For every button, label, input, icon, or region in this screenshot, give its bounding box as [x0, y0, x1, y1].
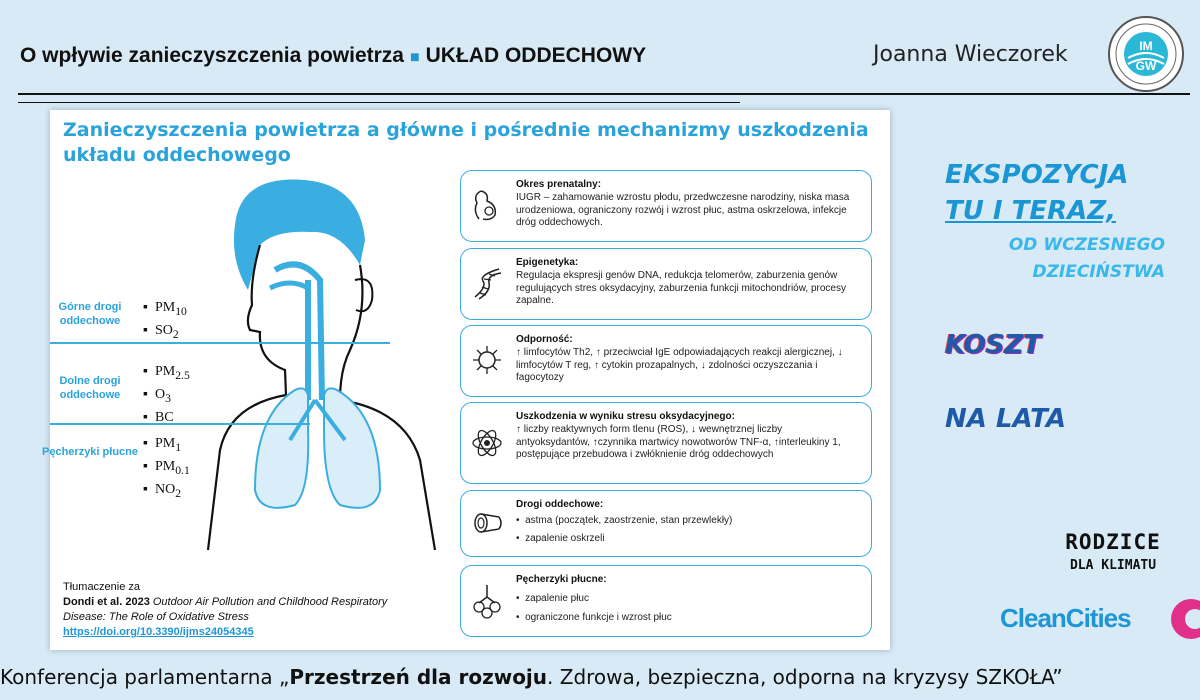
pollutant-list-lower [143, 362, 190, 427]
separator-icon: ■ [409, 49, 420, 66]
human-figure-illustration [190, 170, 450, 560]
pollutant-item: ▪ $PM_{2.5}$ [143, 364, 190, 382]
logo-text-bottom: GW [1135, 59, 1157, 73]
box-text: Regulacja ekspresji genów DNA, redukcja telomerów, zaburzenia genów regulujących stres oksydacyjny, zaburzenia funkcji mitochondriów, procesy zapalne. [516, 270, 846, 306]
pollutant-item: ▪ $PM_{0.1}$ [143, 458, 190, 477]
box-epigenetics [460, 248, 872, 320]
pollutant-item: ▪ $O_3$ [143, 386, 171, 405]
header-divider-thin [18, 102, 740, 103]
caption-line: Tłumaczenie za [63, 581, 141, 593]
clean-cities-mark-icon [1165, 596, 1200, 642]
author-name: Joanna Wieczorek [873, 42, 1068, 67]
side-line-4: DZIECIŃSTWA [1032, 262, 1165, 282]
pollutant-item: ▪ $PM_{10}$ [143, 300, 187, 318]
title-part-1: O wpływie zanieczyszczenia powietrza [20, 44, 404, 67]
imgw-logo-graphic [1110, 18, 1182, 90]
imgw-logo [1108, 16, 1184, 92]
logo-text-top: IM [1139, 39, 1153, 53]
upper-airway-line [50, 342, 390, 344]
source-caption [63, 580, 453, 640]
box-text: ↑ limfocytów Th2, ↑ przeciwciał IgE odpowiadających reakcji alergicznej, ↓ limfocytów T reg, ↑ cytokin prozapalnych, ↓ zdolności oczyszczania i fagocytozy [516, 347, 843, 383]
side-koszt: KOSZT [945, 330, 1041, 360]
header-divider [18, 93, 1190, 95]
pregnancy-icon [469, 187, 505, 223]
box-airways [460, 490, 872, 557]
infographic-title: Zanieczyszczenia powietrza a główne i pośrednie mechanizmy uszkodzenia układu oddechowego [63, 119, 869, 166]
side-na-lata: NA LATA [945, 404, 1066, 434]
side-line-2: TU I TERAZ, [945, 196, 1116, 226]
region-label-alveoli: Pęcherzyki płucne [42, 446, 138, 458]
pollutant-list-upper [143, 298, 187, 344]
clean-cities-logo: CleanCities [1000, 603, 1131, 633]
pollutant-item: ▪ $SO_2$ [143, 322, 179, 341]
box-heading: Okres prenatalny: [516, 179, 602, 190]
box-heading: Pęcherzyki płucne: [516, 574, 607, 585]
rodzice-logo-line-1: RODZICE [1065, 530, 1161, 554]
box-alveoli [460, 565, 872, 637]
virus-icon [469, 342, 505, 378]
atom-icon [469, 425, 505, 461]
dna-icon [469, 265, 505, 301]
doi-link[interactable]: https://doi.org/10.3390/ijms24054345 [63, 626, 254, 638]
box-heading: Odporność: [516, 334, 573, 345]
caption-citation: Dondi et al. 2023 Outdoor Air Pollution and Childhood Respiratory [63, 596, 388, 608]
rodzice-logo-line-2: DLA KLIMATU [1069, 558, 1157, 573]
side-line-1: EKSPOZYCJA [945, 160, 1129, 190]
box-bullet: • zapalenie oskrzeli [516, 533, 605, 544]
airway-tube-icon [469, 505, 505, 541]
pollutant-item: ▪ $PM_1$ [143, 436, 182, 454]
pollutant-list-alveoli [143, 434, 190, 502]
box-heading: Uszkodzenia w wyniku stresu oksydacyjnego: [516, 411, 735, 422]
caption-citation-cont: Disease: The Role of Oxidative Stress [63, 611, 249, 623]
box-text: IUGR – zahamowanie wzrostu płodu, przedwczesne narodziny, niska masa urodzeniowa, ograniczony rozwój i wzrost płuc, astma oskrzelowa, infekcje dróg oddechowych. [516, 192, 850, 228]
box-heading: Drogi oddechowe: [516, 499, 604, 510]
rodzice-dla-klimatu-logo [1058, 530, 1168, 573]
region-label-upper: Górne drogi oddechowe [58, 301, 122, 327]
pollutant-item: ▪ BC [143, 409, 174, 425]
page-title [20, 44, 646, 68]
region-label-lower: Dolne drogi oddechowe [59, 375, 121, 401]
box-text: ↑ liczby reaktywnych form tlenu (ROS), ↓ wewnętrznej liczby antyoksydantów, ↑czynnika martwicy nowotworów TNF-α, ↑interleukiny 1, postępujące przebudowa i zwłóknienie dróg oddechowych [516, 424, 841, 460]
box-prenatal [460, 170, 872, 242]
pollutant-item: ▪ $NO_2$ [143, 481, 182, 500]
box-bullet: • astma (początek, zaostrzenie, stan przewlekły) [516, 515, 733, 526]
side-line-3: OD WCZESNEGO [1008, 235, 1165, 255]
box-bullet: • ograniczone funkcje i wzrost płuc [516, 612, 672, 623]
title-part-2: UKŁAD ODDECHOWY [425, 44, 647, 67]
alveoli-icon [469, 583, 505, 619]
box-immunity [460, 325, 872, 397]
box-bullet: • zapalenie płuc [516, 593, 589, 604]
box-heading: Epigenetyka: [516, 257, 579, 268]
footer-text: Konferencja parlamentarna „Przestrzeń dla rozwoju. Zdrowa, bezpieczna, odporna na kryzysy SZKOŁA” [0, 665, 1063, 689]
box-oxidative-stress [460, 402, 872, 484]
